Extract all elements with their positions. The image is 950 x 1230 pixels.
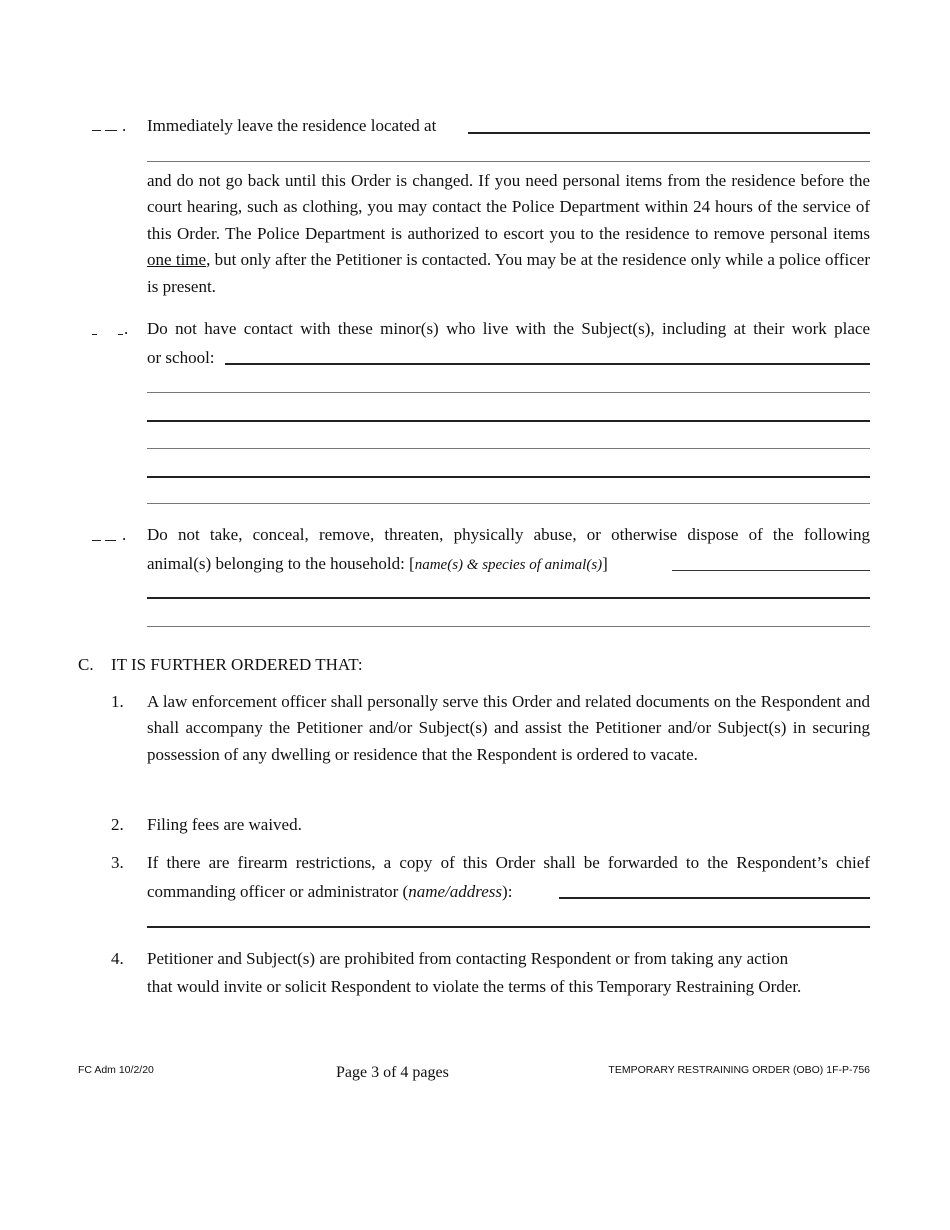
no-contact-minors-line2: or school: — [147, 348, 215, 367]
section-c-item3-line2-post: ): — [502, 882, 513, 901]
leave-residence-lead: Immediately leave the residence located at — [147, 116, 437, 135]
section-c-letter: C. — [78, 655, 94, 674]
minors-name-line-5[interactable] — [147, 476, 870, 478]
no-contact-minors-marker: . — [124, 319, 129, 338]
animals-name-line-2[interactable] — [147, 597, 870, 599]
animals-line2-pre: animal(s) belonging to the household: [ — [147, 554, 415, 573]
minors-name-line-6[interactable] — [147, 503, 870, 504]
residence-address-line-1[interactable] — [468, 132, 870, 134]
minors-name-line-4[interactable] — [147, 448, 870, 449]
footer-page-number: Page 3 of 4 pages — [336, 1064, 449, 1081]
animals-checkbox-blank[interactable] — [92, 526, 122, 544]
animals-line2-post: ] — [602, 554, 608, 573]
no-contact-minors-line1: Do not have contact with these minor(s) who live with the Subject(s), including at their work place — [147, 319, 870, 338]
section-c-item3-line2 — [147, 882, 512, 902]
animals-line2 — [147, 554, 608, 575]
section-c-item4-line2: that would invite or solicit Respondent to violate the terms of this Temporary Restraining Order. — [147, 977, 802, 996]
no-contact-minors-checkbox-blank[interactable] — [92, 320, 124, 338]
leave-residence-body-pre: and do not go back until this Order is changed. If you need personal items from the residence before the court hearing, such as clothing, you may contact the Police Department within 24 hours of the service of this Order. The Police Department is authorized to escort you to the residence to remove personal items — [147, 171, 870, 243]
section-c-item4-line1: Petitioner and Subject(s) are prohibited from contacting Respondent or from taking any action — [147, 949, 789, 968]
footer-form-date: FC Adm 10/2/20 — [78, 1064, 154, 1076]
section-c-item1-text: A law enforcement officer shall personally serve this Order and related documents on the Respondent and shall accompany the Petitioner and/or Subject(s) and assist the Petitioner and/or Subject(s) in securing possession of any dwelling or residence that the Respondent is ordered to vacate. — [147, 692, 870, 764]
section-c-item3-number: 3. — [111, 853, 124, 872]
minors-name-line-2[interactable] — [147, 392, 870, 393]
section-c-item2-number: 2. — [111, 815, 124, 834]
section-c-item1-number: 1. — [111, 692, 124, 711]
section-c-item2-text: Filing fees are waived. — [147, 815, 302, 834]
animals-name-line-1[interactable] — [672, 570, 870, 571]
minors-name-line-1[interactable] — [225, 363, 870, 365]
animals-line1: Do not take, conceal, remove, threaten, physically abuse, or otherwise dispose of the following — [147, 525, 870, 544]
section-c-item4-number: 4. — [111, 949, 124, 968]
animals-marker: . — [122, 525, 127, 544]
animals-name-line-3[interactable] — [147, 626, 870, 627]
minors-name-line-3[interactable] — [147, 420, 870, 422]
animals-line2-italic: name(s) & species of animal(s) — [414, 557, 603, 573]
section-c-item3-line2-pre: commanding officer or administrator ( — [147, 882, 409, 901]
leave-residence-marker: . — [122, 116, 127, 135]
section-c-item3-line1: If there are firearm restrictions, a copy of this Order shall be forwarded to the Respondent’s chief — [147, 853, 870, 872]
officer-address-line-1[interactable] — [559, 897, 870, 899]
section-c-item3-line2-italic: name/address — [408, 882, 503, 901]
one-time-underlined: one time — [147, 250, 207, 270]
residence-address-line-2[interactable] — [147, 161, 870, 162]
officer-address-line-2[interactable] — [147, 926, 870, 928]
leave-residence-body-post: , but only after the Petitioner is contacted. You may be at the residence only while a police officer is present. — [147, 250, 870, 296]
footer-form-title: TEMPORARY RESTRAINING ORDER (OBO) 1F-P-756 — [608, 1064, 870, 1076]
leave-residence-body — [147, 168, 870, 300]
section-c-heading: IT IS FURTHER ORDERED THAT: — [111, 655, 363, 674]
leave-residence-checkbox-blank[interactable] — [92, 116, 122, 134]
